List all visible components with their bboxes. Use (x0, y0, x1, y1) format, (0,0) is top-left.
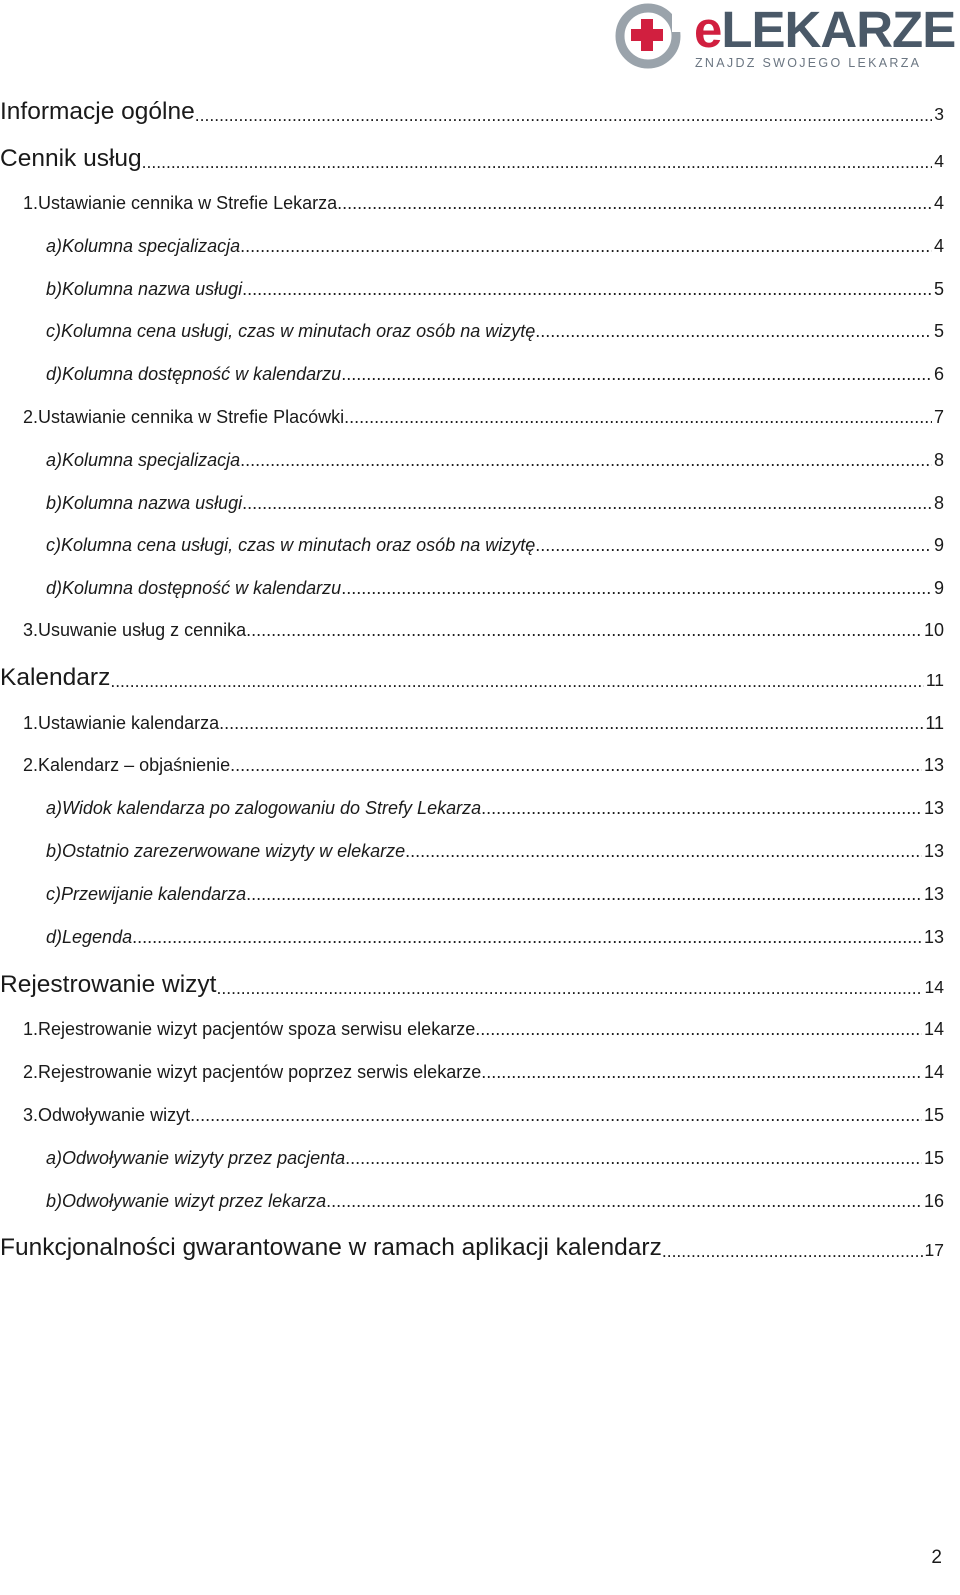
toc-dot-leader (535, 321, 932, 342)
toc-entry-title: Kolumna nazwa usługi (62, 493, 243, 513)
toc-dot-leader (195, 105, 933, 126)
toc-entry-title: Rejestrowanie wizyt pacjentów poprzez serwis elekarze (38, 1062, 482, 1082)
toc-entry-page: 13 (923, 884, 944, 904)
elekarze-logo (614, 0, 956, 70)
toc-entry-page: 5 (933, 279, 944, 299)
toc-entry[interactable] (0, 841, 944, 862)
toc-entry-title: Odwoływanie wizyt (38, 1105, 191, 1125)
toc-entry-number: c) (46, 884, 61, 904)
toc-entry-title: Odwoływanie wizyty przez pacjenta (62, 1148, 346, 1168)
toc-entry-number: 1. (23, 1019, 39, 1039)
toc-entry-page: 7 (933, 407, 944, 427)
toc-entry-page: 4 (933, 236, 944, 256)
toc-entry-page: 5 (933, 321, 944, 341)
toc-entry-number: b) (46, 493, 63, 513)
toc-dot-leader (344, 407, 932, 428)
toc-entry-page: 8 (933, 450, 944, 470)
logo-tagline: ZNAJDZ SWOJEGO LEKARZA (695, 56, 922, 70)
toc-entry-number: 2. (23, 1062, 39, 1082)
toc-dot-leader (132, 927, 922, 948)
toc-entry-title: Kolumna specjalizacja (62, 450, 241, 470)
toc-dot-leader (242, 493, 932, 514)
toc-entry-title: Kolumna cena usługi, czas w minutach oraz osób na wizytę (61, 535, 536, 555)
toc-entry-number: 2. (23, 755, 39, 775)
toc-entry[interactable] (0, 1234, 944, 1262)
toc-entry-title: Widok kalendarza po zalogowaniu do Strefy Lekarza (62, 798, 482, 818)
toc-entry[interactable] (0, 927, 944, 948)
toc-dot-leader (337, 193, 932, 214)
toc-entry-page: 16 (923, 1191, 944, 1211)
toc-dot-leader (345, 1148, 922, 1169)
toc-entry[interactable] (0, 1105, 944, 1126)
toc-entry[interactable] (0, 493, 944, 514)
toc-entry-number: c) (46, 321, 61, 341)
toc-dot-leader (240, 236, 932, 257)
toc-entry-page: 9 (933, 578, 944, 598)
toc-dot-leader (535, 535, 932, 556)
toc-dot-leader (230, 755, 922, 776)
toc-entry-number: a) (46, 1148, 63, 1168)
toc-entry-number: b) (46, 841, 63, 861)
toc-entry[interactable] (0, 193, 944, 214)
page-number: 2 (931, 1547, 942, 1568)
toc-entry[interactable] (0, 98, 944, 126)
toc-entry-title: Odwoływanie wizyt przez lekarza (62, 1191, 327, 1211)
toc-entry[interactable] (0, 407, 944, 428)
toc-entry-title: Przewijanie kalendarza (61, 884, 247, 904)
toc-entry[interactable] (0, 1019, 944, 1040)
toc-entry-number: a) (46, 798, 63, 818)
toc-dot-leader (405, 841, 922, 862)
toc-entry[interactable] (0, 798, 944, 819)
toc-entry-title: Ostatnio zarezerwowane wizyty w elekarze (62, 841, 406, 861)
toc-entry[interactable] (0, 236, 944, 257)
toc-entry-title: Kolumna nazwa usługi (62, 279, 243, 299)
toc-entry[interactable] (0, 755, 944, 776)
toc-entry-number: 3. (23, 1105, 39, 1125)
toc-entry[interactable] (0, 279, 944, 300)
toc-entry-page: 14 (923, 1062, 944, 1082)
toc-dot-leader (190, 1105, 922, 1126)
medical-cross-logo-icon (614, 2, 682, 70)
toc-entry[interactable] (0, 364, 944, 385)
toc-entry-number: c) (46, 535, 61, 555)
toc-entry-page: 6 (933, 364, 944, 384)
toc-entry-page: 9 (933, 535, 944, 555)
toc-dot-leader (341, 578, 932, 599)
toc-entry-page: 13 (923, 798, 944, 818)
toc-entry-title: Ustawianie kalendarza (38, 713, 220, 733)
toc-entry[interactable] (0, 321, 944, 342)
toc-entry-number: d) (46, 364, 63, 384)
toc-entry[interactable] (0, 620, 944, 641)
toc-entry-title: Ustawianie cennika w Strefie Placówki (38, 407, 345, 427)
toc-entry-page: 3 (934, 104, 944, 124)
toc-entry-title: Cennik usług (0, 145, 142, 172)
toc-dot-leader (240, 450, 932, 471)
toc-entry-page: 17 (924, 1240, 944, 1260)
toc-entry-number: a) (46, 236, 63, 256)
logo-wordmark: eLEKARZE (694, 1, 956, 58)
toc-entry-number: a) (46, 450, 63, 470)
toc-dot-leader (341, 364, 932, 385)
toc-dot-leader (142, 152, 933, 173)
toc-entry-page: 11 (925, 713, 944, 733)
toc-entry-page: 13 (923, 755, 944, 775)
toc-entry-title: Kolumna cena usługi, czas w minutach oraz osób na wizytę (61, 321, 536, 341)
toc-entry-number: 2. (23, 407, 39, 427)
toc-entry[interactable] (0, 450, 944, 471)
toc-entry-page: 15 (923, 1148, 944, 1168)
toc-dot-leader (481, 798, 922, 819)
toc-entry-title: Kolumna specjalizacja (62, 236, 241, 256)
toc-dot-leader (326, 1191, 922, 1212)
toc-entry-title: Usuwanie usług z cennika (38, 620, 247, 640)
toc-dot-leader (662, 1241, 923, 1262)
toc-dot-leader (110, 671, 924, 692)
toc-entry-page: 14 (923, 1019, 944, 1039)
toc-entry-page: 4 (934, 151, 944, 171)
toc-entry-page: 11 (925, 670, 944, 690)
toc-entry-number: 1. (23, 713, 39, 733)
toc-entry-title: Kolumna dostępność w kalendarzu (62, 578, 342, 598)
toc-entry-page: 13 (923, 927, 944, 947)
toc-entry-number: d) (46, 927, 63, 947)
toc-entry-page: 14 (924, 977, 944, 997)
toc-entry-number: d) (46, 578, 63, 598)
toc-dot-leader (475, 1019, 922, 1040)
toc-entry[interactable] (0, 1191, 944, 1212)
toc-entry[interactable] (0, 535, 944, 556)
toc-entry[interactable] (0, 1062, 944, 1083)
toc-entry-page: 15 (923, 1105, 944, 1125)
toc-entry-title: Kolumna dostępność w kalendarzu (62, 364, 342, 384)
toc-entry[interactable] (0, 971, 944, 999)
toc-entry[interactable] (0, 664, 944, 692)
toc-dot-leader (246, 620, 922, 641)
toc-entry[interactable] (0, 884, 944, 905)
toc-entry-number: b) (46, 1191, 63, 1211)
toc-dot-leader (217, 978, 923, 999)
toc-entry[interactable] (0, 578, 944, 599)
toc-entry-page: 10 (923, 620, 944, 640)
toc-entry[interactable] (0, 713, 944, 734)
toc-entry-title: Rejestrowanie wizyt pacjentów spoza serwisu elekarze (38, 1019, 476, 1039)
toc-entry-title: Legenda (62, 927, 133, 947)
toc-entry-page: 13 (923, 841, 944, 861)
toc-entry-title: Rejestrowanie wizyt (0, 971, 217, 998)
toc-dot-leader (246, 884, 922, 905)
toc-entry-page: 8 (933, 493, 944, 513)
toc-entry[interactable] (0, 1148, 944, 1169)
toc-entry-title: Kalendarz (0, 664, 111, 691)
toc-entry[interactable] (0, 145, 944, 173)
toc-dot-leader (481, 1062, 922, 1083)
toc-dot-leader (242, 279, 932, 300)
toc-entry-title: Funkcjonalności gwarantowane w ramach aplikacji kalendarz (0, 1234, 662, 1261)
toc-entry-page: 4 (933, 193, 944, 213)
toc-entry-number: b) (46, 279, 63, 299)
toc-entry-number: 3. (23, 620, 39, 640)
toc-entry-number: 1. (23, 193, 39, 213)
toc-entry-title: Kalendarz – objaśnienie (38, 755, 231, 775)
toc-entry-title: Ustawianie cennika w Strefie Lekarza (38, 193, 338, 213)
toc-entry-title: Informacje ogólne (0, 98, 195, 125)
toc-dot-leader (219, 713, 923, 734)
